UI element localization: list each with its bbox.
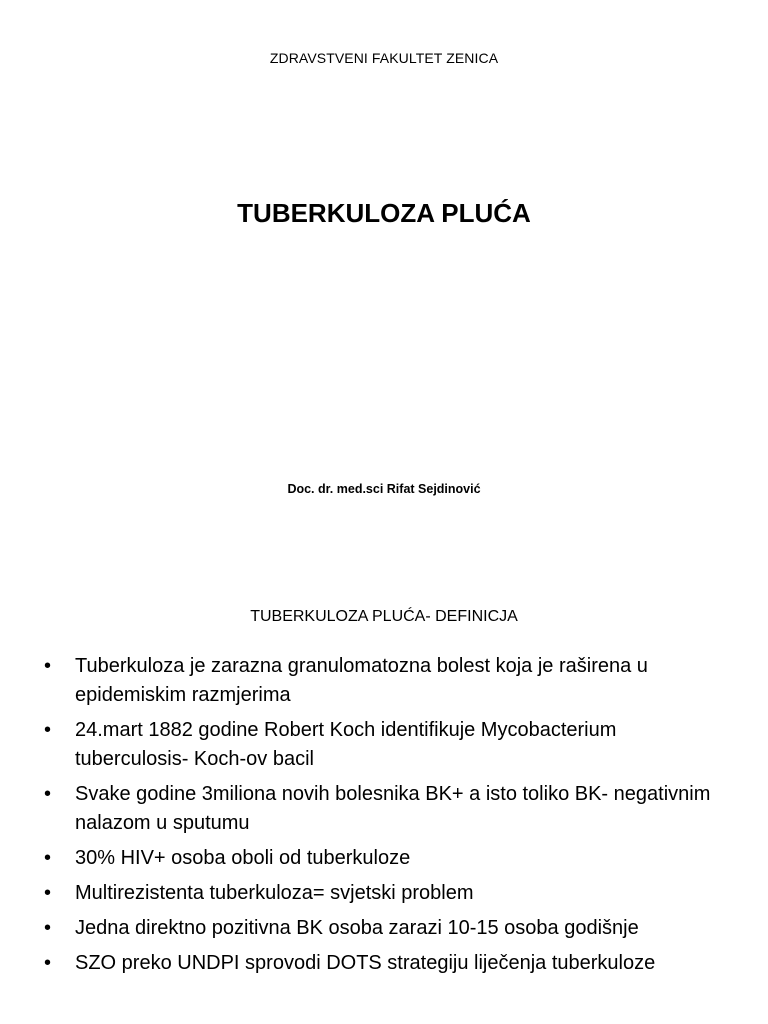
bullet-text: Svake godine 3miliona novih bolesnika BK+ a isto toliko BK- negativnim nalazom u sputumu bbox=[75, 783, 711, 834]
presentation-title: TUBERKULOZA PLUĆA bbox=[237, 198, 531, 228]
list-item bbox=[44, 716, 734, 774]
author-name: Doc. dr. med.sci Rifat Sejdinović bbox=[287, 482, 481, 496]
bullet-list bbox=[44, 652, 734, 984]
bullet-icon: • bbox=[44, 719, 52, 741]
bullet-text: SZO preko UNDPI sprovodi DOTS strategiju liječenja tuberkuloze bbox=[75, 952, 656, 974]
list-item bbox=[44, 652, 734, 710]
bullet-icon: • bbox=[44, 783, 52, 805]
bullet-text: Multirezistenta tuberkuloza= svjetski problem bbox=[75, 882, 474, 904]
definition-slide bbox=[0, 576, 768, 1024]
list-item bbox=[44, 844, 734, 873]
list-item bbox=[44, 914, 734, 943]
list-item bbox=[44, 949, 734, 978]
bullet-icon: • bbox=[44, 917, 52, 939]
bullet-text: Jedna direktno pozitivna BK osoba zarazi 10-15 osoba godišnje bbox=[75, 917, 639, 939]
bullet-icon: • bbox=[44, 952, 52, 974]
bullet-text: Tuberkuloza je zarazna granulomatozna bolest koja je raširena u epidemiskim razmjerima bbox=[75, 655, 648, 706]
list-item bbox=[44, 879, 734, 908]
bullet-text: 24.mart 1882 godine Robert Koch identifikuje Mycobacterium tuberculosis- Koch-ov bacil bbox=[75, 719, 617, 770]
bullet-icon: • bbox=[44, 882, 52, 904]
bullet-icon: • bbox=[44, 655, 52, 677]
faculty-name: ZDRAVSTVENI FAKULTET ZENICA bbox=[269, 50, 499, 66]
bullet-icon: • bbox=[44, 847, 52, 869]
slide-title: TUBERKULOZA PLUĆA- DEFINICJA bbox=[250, 608, 518, 625]
bullet-text: 30% HIV+ osoba oboli od tuberkuloze bbox=[75, 847, 411, 869]
list-item bbox=[44, 780, 734, 838]
